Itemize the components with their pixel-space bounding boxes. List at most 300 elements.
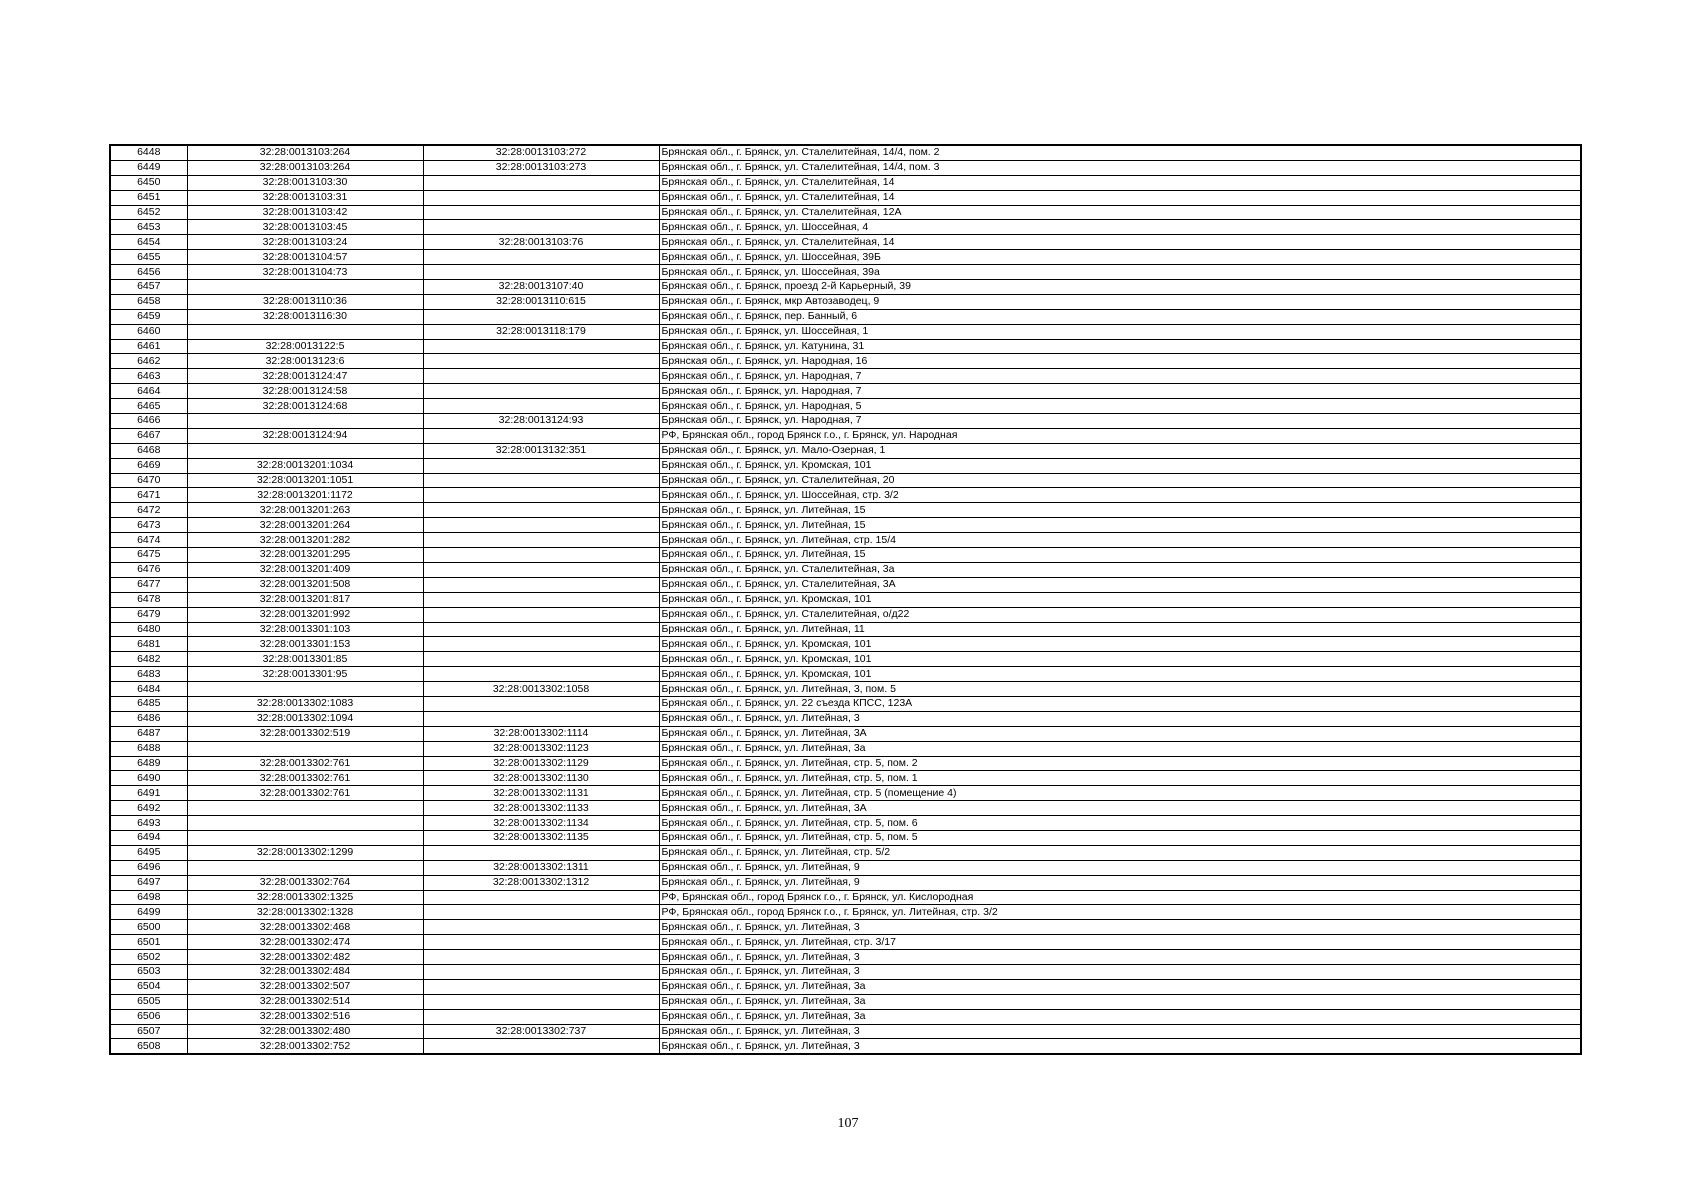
object-cadastral-number-cell: 32:28:0013302:1134 (423, 816, 659, 831)
table-row (110, 845, 1581, 860)
row-number-cell: 6456 (110, 265, 187, 280)
row-number-cell: 6462 (110, 354, 187, 369)
row-number-cell: 6477 (110, 577, 187, 592)
address-cell: Брянская обл., г. Брянск, ул. Кромская, 101 (659, 637, 1581, 652)
land-parcel-cadastral-number-cell: 32:28:0013302:1328 (187, 905, 423, 920)
object-cadastral-number-cell (423, 473, 659, 488)
row-number-cell: 6459 (110, 309, 187, 324)
land-parcel-cadastral-number-cell: 32:28:0013302:761 (187, 756, 423, 771)
row-number-cell: 6495 (110, 845, 187, 860)
object-cadastral-number-cell (423, 220, 659, 235)
object-cadastral-number-cell: 32:28:0013302:1114 (423, 726, 659, 741)
table-row (110, 160, 1581, 175)
land-parcel-cadastral-number-cell: 32:28:0013302:1094 (187, 711, 423, 726)
object-cadastral-number-cell (423, 428, 659, 443)
object-cadastral-number-cell (423, 190, 659, 205)
land-parcel-cadastral-number-cell: 32:28:0013201:295 (187, 548, 423, 563)
row-number-cell: 6457 (110, 280, 187, 295)
address-cell: Брянская обл., г. Брянск, проезд 2-й Карьерный, 39 (659, 280, 1581, 295)
table-row (110, 637, 1581, 652)
table-row (110, 309, 1581, 324)
object-cadastral-number-cell (423, 696, 659, 711)
row-number-cell: 6481 (110, 637, 187, 652)
object-cadastral-number-cell (423, 920, 659, 935)
address-cell: Брянская обл., г. Брянск, ул. 22 съезда КПСС, 123А (659, 696, 1581, 711)
land-parcel-cadastral-number-cell: 32:28:0013302:761 (187, 786, 423, 801)
table-row (110, 950, 1581, 965)
table-row (110, 518, 1581, 533)
row-number-cell: 6463 (110, 369, 187, 384)
table-row (110, 786, 1581, 801)
address-cell: РФ, Брянская обл., город Брянск г.о., г. Брянск, ул. Литейная, стр. 3/2 (659, 905, 1581, 920)
row-number-cell: 6468 (110, 443, 187, 458)
row-number-cell: 6486 (110, 711, 187, 726)
row-number-cell: 6506 (110, 1009, 187, 1024)
land-parcel-cadastral-number-cell: 32:28:0013103:42 (187, 205, 423, 220)
land-parcel-cadastral-number-cell: 32:28:0013122:5 (187, 339, 423, 354)
object-cadastral-number-cell (423, 250, 659, 265)
row-number-cell: 6507 (110, 1024, 187, 1039)
land-parcel-cadastral-number-cell: 32:28:0013302:507 (187, 979, 423, 994)
table-row (110, 220, 1581, 235)
object-cadastral-number-cell (423, 622, 659, 637)
row-number-cell: 6470 (110, 473, 187, 488)
table-row (110, 726, 1581, 741)
object-cadastral-number-cell: 32:28:0013302:1131 (423, 786, 659, 801)
row-number-cell: 6449 (110, 160, 187, 175)
land-parcel-cadastral-number-cell: 32:28:0013302:752 (187, 1039, 423, 1054)
address-cell: Брянская обл., г. Брянск, ул. Кромская, 101 (659, 458, 1581, 473)
table-row (110, 682, 1581, 697)
object-cadastral-number-cell (423, 905, 659, 920)
row-number-cell: 6467 (110, 428, 187, 443)
table-row (110, 562, 1581, 577)
land-parcel-cadastral-number-cell: 32:28:0013201:508 (187, 577, 423, 592)
row-number-cell: 6488 (110, 741, 187, 756)
address-cell: Брянская обл., г. Брянск, ул. Сталелитейная, 3А (659, 577, 1581, 592)
address-cell: Брянская обл., г. Брянск, ул. Сталелитейная, 14 (659, 175, 1581, 190)
table-row (110, 890, 1581, 905)
land-parcel-cadastral-number-cell: 32:28:0013302:1083 (187, 696, 423, 711)
object-cadastral-number-cell: 32:28:0013302:1312 (423, 875, 659, 890)
row-number-cell: 6487 (110, 726, 187, 741)
address-cell: Брянская обл., г. Брянск, ул. Литейная, стр. 5, пом. 5 (659, 830, 1581, 845)
address-cell: Брянская обл., г. Брянск, ул. Шоссейная, 39а (659, 265, 1581, 280)
land-parcel-cadastral-number-cell: 32:28:0013103:264 (187, 145, 423, 160)
address-cell: Брянская обл., г. Брянск, ул. Литейная, 15 (659, 503, 1581, 518)
land-parcel-cadastral-number-cell: 32:28:0013302:468 (187, 920, 423, 935)
object-cadastral-number-cell (423, 845, 659, 860)
object-cadastral-number-cell: 32:28:0013302:1135 (423, 830, 659, 845)
table-row (110, 205, 1581, 220)
table-row (110, 994, 1581, 1009)
address-cell: Брянская обл., г. Брянск, ул. Литейная, 3 (659, 1039, 1581, 1054)
table-row (110, 354, 1581, 369)
table-row (110, 503, 1581, 518)
object-cadastral-number-cell: 32:28:0013302:1130 (423, 771, 659, 786)
row-number-cell: 6491 (110, 786, 187, 801)
address-cell: Брянская обл., г. Брянск, ул. Литейная, 3 (659, 1024, 1581, 1039)
object-cadastral-number-cell (423, 890, 659, 905)
object-cadastral-number-cell (423, 339, 659, 354)
land-parcel-cadastral-number-cell: 32:28:0013123:6 (187, 354, 423, 369)
address-cell: Брянская обл., г. Брянск, ул. Литейная, стр. 3/17 (659, 935, 1581, 950)
object-cadastral-number-cell (423, 607, 659, 622)
address-cell: Брянская обл., г. Брянск, ул. Сталелитейная, 14/4, пом. 3 (659, 160, 1581, 175)
object-cadastral-number-cell: 32:28:0013302:1129 (423, 756, 659, 771)
table-row (110, 428, 1581, 443)
row-number-cell: 6476 (110, 562, 187, 577)
row-number-cell: 6499 (110, 905, 187, 920)
land-parcel-cadastral-number-cell: 32:28:0013302:761 (187, 771, 423, 786)
address-cell: Брянская обл., г. Брянск, ул. Литейная, 15 (659, 548, 1581, 563)
row-number-cell: 6464 (110, 384, 187, 399)
table-row (110, 741, 1581, 756)
address-cell: Брянская обл., г. Брянск, ул. Мало-Озерная, 1 (659, 443, 1581, 458)
object-cadastral-number-cell (423, 548, 659, 563)
row-number-cell: 6466 (110, 414, 187, 429)
table-row (110, 696, 1581, 711)
land-parcel-cadastral-number-cell: 32:28:0013301:153 (187, 637, 423, 652)
address-cell: Брянская обл., г. Брянск, ул. Литейная, 3 (659, 920, 1581, 935)
object-cadastral-number-cell (423, 667, 659, 682)
land-parcel-cadastral-number-cell: 32:28:0013201:992 (187, 607, 423, 622)
row-number-cell: 6455 (110, 250, 187, 265)
row-number-cell: 6498 (110, 890, 187, 905)
land-parcel-cadastral-number-cell (187, 280, 423, 295)
object-cadastral-number-cell (423, 205, 659, 220)
object-cadastral-number-cell: 32:28:0013124:93 (423, 414, 659, 429)
row-number-cell: 6465 (110, 399, 187, 414)
object-cadastral-number-cell (423, 384, 659, 399)
address-cell: Брянская обл., г. Брянск, ул. Литейная, 3 (659, 711, 1581, 726)
table-row (110, 607, 1581, 622)
object-cadastral-number-cell (423, 488, 659, 503)
table-row (110, 577, 1581, 592)
object-cadastral-number-cell: 32:28:0013118:179 (423, 324, 659, 339)
address-cell: Брянская обл., г. Брянск, ул. Литейная, стр. 5 (помещение 4) (659, 786, 1581, 801)
row-number-cell: 6472 (110, 503, 187, 518)
land-parcel-cadastral-number-cell (187, 682, 423, 697)
row-number-cell: 6473 (110, 518, 187, 533)
land-parcel-cadastral-number-cell: 32:28:0013103:45 (187, 220, 423, 235)
object-cadastral-number-cell (423, 637, 659, 652)
address-cell: Брянская обл., г. Брянск, ул. Литейная, 9 (659, 875, 1581, 890)
row-number-cell: 6493 (110, 816, 187, 831)
address-cell: Брянская обл., г. Брянск, ул. Литейная, стр. 15/4 (659, 533, 1581, 548)
address-cell: Брянская обл., г. Брянск, ул. Кромская, 101 (659, 667, 1581, 682)
land-parcel-cadastral-number-cell: 32:28:0013201:264 (187, 518, 423, 533)
table-row (110, 1039, 1581, 1054)
row-number-cell: 6504 (110, 979, 187, 994)
table-row (110, 399, 1581, 414)
land-parcel-cadastral-number-cell: 32:28:0013301:85 (187, 652, 423, 667)
address-cell: Брянская обл., г. Брянск, ул. Народная, 7 (659, 414, 1581, 429)
land-parcel-cadastral-number-cell (187, 443, 423, 458)
table-row (110, 622, 1581, 637)
object-cadastral-number-cell: 32:28:0013103:272 (423, 145, 659, 160)
object-cadastral-number-cell (423, 592, 659, 607)
object-cadastral-number-cell: 32:28:0013302:737 (423, 1024, 659, 1039)
address-cell: Брянская обл., г. Брянск, ул. Народная, 7 (659, 384, 1581, 399)
address-cell: Брянская обл., г. Брянск, ул. Кромская, 101 (659, 592, 1581, 607)
table-row (110, 294, 1581, 309)
object-cadastral-number-cell: 32:28:0013132:351 (423, 443, 659, 458)
land-parcel-cadastral-number-cell (187, 414, 423, 429)
address-cell: Брянская обл., г. Брянск, ул. Литейная, 15 (659, 518, 1581, 533)
table-row (110, 652, 1581, 667)
row-number-cell: 6460 (110, 324, 187, 339)
table-row (110, 860, 1581, 875)
row-number-cell: 6461 (110, 339, 187, 354)
row-number-cell: 6453 (110, 220, 187, 235)
land-parcel-cadastral-number-cell: 32:28:0013302:484 (187, 964, 423, 979)
object-cadastral-number-cell (423, 458, 659, 473)
table-row (110, 711, 1581, 726)
address-cell: Брянская обл., г. Брянск, ул. Литейная, 3а (659, 1009, 1581, 1024)
object-cadastral-number-cell (423, 1039, 659, 1054)
land-parcel-cadastral-number-cell (187, 816, 423, 831)
object-cadastral-number-cell: 32:28:0013103:76 (423, 235, 659, 250)
row-number-cell: 6490 (110, 771, 187, 786)
land-parcel-cadastral-number-cell: 32:28:0013201:282 (187, 533, 423, 548)
address-cell: Брянская обл., г. Брянск, ул. Литейная, стр. 5, пом. 1 (659, 771, 1581, 786)
row-number-cell: 6475 (110, 548, 187, 563)
row-number-cell: 6483 (110, 667, 187, 682)
table-row (110, 384, 1581, 399)
address-cell: РФ, Брянская обл., город Брянск г.о., г. Брянск, ул. Народная (659, 428, 1581, 443)
table-row (110, 414, 1581, 429)
table-row (110, 801, 1581, 816)
object-cadastral-number-cell: 32:28:0013107:40 (423, 280, 659, 295)
row-number-cell: 6484 (110, 682, 187, 697)
object-cadastral-number-cell (423, 1009, 659, 1024)
address-cell: Брянская обл., г. Брянск, ул. Народная, 16 (659, 354, 1581, 369)
object-cadastral-number-cell (423, 533, 659, 548)
table-row (110, 548, 1581, 563)
table-row (110, 905, 1581, 920)
table-row (110, 667, 1581, 682)
address-cell: Брянская обл., г. Брянск, ул. Шоссейная, 39Б (659, 250, 1581, 265)
page-number: 107 (837, 1116, 859, 1131)
object-cadastral-number-cell (423, 935, 659, 950)
address-cell: Брянская обл., г. Брянск, ул. Литейная, 3А (659, 801, 1581, 816)
address-cell: Брянская обл., г. Брянск, ул. Сталелитейная, 14 (659, 190, 1581, 205)
land-parcel-cadastral-number-cell: 32:28:0013124:94 (187, 428, 423, 443)
address-cell: Брянская обл., г. Брянск, ул. Сталелитейная, 14/4, пом. 2 (659, 145, 1581, 160)
land-parcel-cadastral-number-cell: 32:28:0013201:1172 (187, 488, 423, 503)
row-number-cell: 6508 (110, 1039, 187, 1054)
land-parcel-cadastral-number-cell: 32:28:0013201:409 (187, 562, 423, 577)
row-number-cell: 6492 (110, 801, 187, 816)
object-cadastral-number-cell (423, 518, 659, 533)
address-cell: Брянская обл., г. Брянск, ул. Литейная, 11 (659, 622, 1581, 637)
land-parcel-cadastral-number-cell: 32:28:0013201:1034 (187, 458, 423, 473)
address-cell: Брянская обл., г. Брянск, ул. Шоссейная, 4 (659, 220, 1581, 235)
object-cadastral-number-cell: 32:28:0013302:1123 (423, 741, 659, 756)
table-row (110, 324, 1581, 339)
address-cell: Брянская обл., г. Брянск, ул. Литейная, 3а (659, 979, 1581, 994)
object-cadastral-number-cell: 32:28:0013302:1058 (423, 682, 659, 697)
address-cell: Брянская обл., г. Брянск, ул. Литейная, стр. 5/2 (659, 845, 1581, 860)
land-parcel-cadastral-number-cell: 32:28:0013302:516 (187, 1009, 423, 1024)
object-cadastral-number-cell (423, 369, 659, 384)
table-row (110, 875, 1581, 890)
object-cadastral-number-cell (423, 503, 659, 518)
registry-table-body (110, 145, 1581, 1054)
table-row (110, 339, 1581, 354)
row-number-cell: 6450 (110, 175, 187, 190)
object-cadastral-number-cell: 32:28:0013110:615 (423, 294, 659, 309)
land-parcel-cadastral-number-cell (187, 830, 423, 845)
row-number-cell: 6501 (110, 935, 187, 950)
address-cell: Брянская обл., г. Брянск, ул. Народная, 7 (659, 369, 1581, 384)
table-row (110, 1024, 1581, 1039)
object-cadastral-number-cell (423, 577, 659, 592)
land-parcel-cadastral-number-cell (187, 741, 423, 756)
address-cell: Брянская обл., г. Брянск, ул. Сталелитейная, о/д22 (659, 607, 1581, 622)
row-number-cell: 6479 (110, 607, 187, 622)
object-cadastral-number-cell (423, 562, 659, 577)
object-cadastral-number-cell (423, 994, 659, 1009)
cadastral-registry-table (109, 144, 1582, 1055)
land-parcel-cadastral-number-cell: 32:28:0013302:514 (187, 994, 423, 1009)
object-cadastral-number-cell: 32:28:0013103:273 (423, 160, 659, 175)
row-number-cell: 6482 (110, 652, 187, 667)
table-row (110, 592, 1581, 607)
table-row (110, 145, 1581, 160)
address-cell: Брянская обл., г. Брянск, ул. Шоссейная, стр. 3/2 (659, 488, 1581, 503)
table-row (110, 920, 1581, 935)
land-parcel-cadastral-number-cell: 32:28:0013302:480 (187, 1024, 423, 1039)
table-row (110, 771, 1581, 786)
row-number-cell: 6494 (110, 830, 187, 845)
object-cadastral-number-cell (423, 399, 659, 414)
row-number-cell: 6485 (110, 696, 187, 711)
table-row (110, 816, 1581, 831)
land-parcel-cadastral-number-cell: 32:28:0013301:95 (187, 667, 423, 682)
row-number-cell: 6500 (110, 920, 187, 935)
row-number-cell: 6496 (110, 860, 187, 875)
address-cell: Брянская обл., г. Брянск, ул. Сталелитейная, 3а (659, 562, 1581, 577)
table-row (110, 235, 1581, 250)
table-row (110, 369, 1581, 384)
table-row (110, 756, 1581, 771)
land-parcel-cadastral-number-cell: 32:28:0013103:30 (187, 175, 423, 190)
land-parcel-cadastral-number-cell: 32:28:0013302:482 (187, 950, 423, 965)
table-row (110, 979, 1581, 994)
land-parcel-cadastral-number-cell: 32:28:0013104:57 (187, 250, 423, 265)
row-number-cell: 6469 (110, 458, 187, 473)
land-parcel-cadastral-number-cell: 32:28:0013103:24 (187, 235, 423, 250)
land-parcel-cadastral-number-cell: 32:28:0013124:58 (187, 384, 423, 399)
land-parcel-cadastral-number-cell: 32:28:0013302:519 (187, 726, 423, 741)
table-row (110, 443, 1581, 458)
address-cell: Брянская обл., г. Брянск, ул. Сталелитейная, 14 (659, 235, 1581, 250)
land-parcel-cadastral-number-cell: 32:28:0013201:817 (187, 592, 423, 607)
row-number-cell: 6480 (110, 622, 187, 637)
table-row (110, 175, 1581, 190)
row-number-cell: 6478 (110, 592, 187, 607)
row-number-cell: 6458 (110, 294, 187, 309)
table-row (110, 473, 1581, 488)
address-cell: Брянская обл., г. Брянск, ул. Литейная, 3 (659, 964, 1581, 979)
row-number-cell: 6505 (110, 994, 187, 1009)
address-cell: Брянская обл., г. Брянск, ул. Сталелитейная, 20 (659, 473, 1581, 488)
object-cadastral-number-cell (423, 309, 659, 324)
object-cadastral-number-cell (423, 711, 659, 726)
land-parcel-cadastral-number-cell: 32:28:0013116:30 (187, 309, 423, 324)
address-cell: Брянская обл., г. Брянск, ул. Литейная, 9 (659, 860, 1581, 875)
address-cell: Брянская обл., г. Брянск, ул. Литейная, стр. 5, пом. 2 (659, 756, 1581, 771)
row-number-cell: 6452 (110, 205, 187, 220)
table-row (110, 265, 1581, 280)
land-parcel-cadastral-number-cell: 32:28:0013301:103 (187, 622, 423, 637)
table-row (110, 1009, 1581, 1024)
land-parcel-cadastral-number-cell: 32:28:0013103:31 (187, 190, 423, 205)
object-cadastral-number-cell (423, 652, 659, 667)
land-parcel-cadastral-number-cell: 32:28:0013201:1051 (187, 473, 423, 488)
land-parcel-cadastral-number-cell: 32:28:0013103:264 (187, 160, 423, 175)
address-cell: Брянская обл., г. Брянск, пер. Банный, 6 (659, 309, 1581, 324)
address-cell: Брянская обл., г. Брянск, ул. Литейная, стр. 5, пом. 6 (659, 816, 1581, 831)
object-cadastral-number-cell (423, 265, 659, 280)
table-row (110, 280, 1581, 295)
object-cadastral-number-cell (423, 964, 659, 979)
object-cadastral-number-cell (423, 979, 659, 994)
object-cadastral-number-cell: 32:28:0013302:1133 (423, 801, 659, 816)
address-cell: Брянская обл., г. Брянск, ул. Литейная, 3А (659, 726, 1581, 741)
row-number-cell: 6503 (110, 964, 187, 979)
land-parcel-cadastral-number-cell: 32:28:0013302:1325 (187, 890, 423, 905)
row-number-cell: 6471 (110, 488, 187, 503)
row-number-cell: 6489 (110, 756, 187, 771)
land-parcel-cadastral-number-cell: 32:28:0013104:73 (187, 265, 423, 280)
table-row (110, 488, 1581, 503)
row-number-cell: 6474 (110, 533, 187, 548)
row-number-cell: 6448 (110, 145, 187, 160)
table-row (110, 964, 1581, 979)
address-cell: РФ, Брянская обл., город Брянск г.о., г. Брянск, ул. Кислородная (659, 890, 1581, 905)
land-parcel-cadastral-number-cell (187, 860, 423, 875)
address-cell: Брянская обл., г. Брянск, ул. Литейная, 3а (659, 741, 1581, 756)
table-row (110, 830, 1581, 845)
object-cadastral-number-cell (423, 354, 659, 369)
land-parcel-cadastral-number-cell (187, 801, 423, 816)
land-parcel-cadastral-number-cell: 32:28:0013201:263 (187, 503, 423, 518)
table-row (110, 533, 1581, 548)
land-parcel-cadastral-number-cell (187, 324, 423, 339)
land-parcel-cadastral-number-cell: 32:28:0013124:47 (187, 369, 423, 384)
row-number-cell: 6454 (110, 235, 187, 250)
land-parcel-cadastral-number-cell: 32:28:0013302:1299 (187, 845, 423, 860)
address-cell: Брянская обл., г. Брянск, ул. Литейная, 3 (659, 950, 1581, 965)
table-row (110, 250, 1581, 265)
row-number-cell: 6497 (110, 875, 187, 890)
table-row (110, 458, 1581, 473)
address-cell: Брянская обл., г. Брянск, мкр Автозаводец, 9 (659, 294, 1581, 309)
land-parcel-cadastral-number-cell: 32:28:0013110:36 (187, 294, 423, 309)
land-parcel-cadastral-number-cell: 32:28:0013302:474 (187, 935, 423, 950)
address-cell: Брянская обл., г. Брянск, ул. Сталелитейная, 12А (659, 205, 1581, 220)
row-number-cell: 6502 (110, 950, 187, 965)
address-cell: Брянская обл., г. Брянск, ул. Литейная, 3, пом. 5 (659, 682, 1581, 697)
table-row (110, 190, 1581, 205)
row-number-cell: 6451 (110, 190, 187, 205)
address-cell: Брянская обл., г. Брянск, ул. Литейная, 3а (659, 994, 1581, 1009)
address-cell: Брянская обл., г. Брянск, ул. Кромская, 101 (659, 652, 1581, 667)
object-cadastral-number-cell (423, 950, 659, 965)
